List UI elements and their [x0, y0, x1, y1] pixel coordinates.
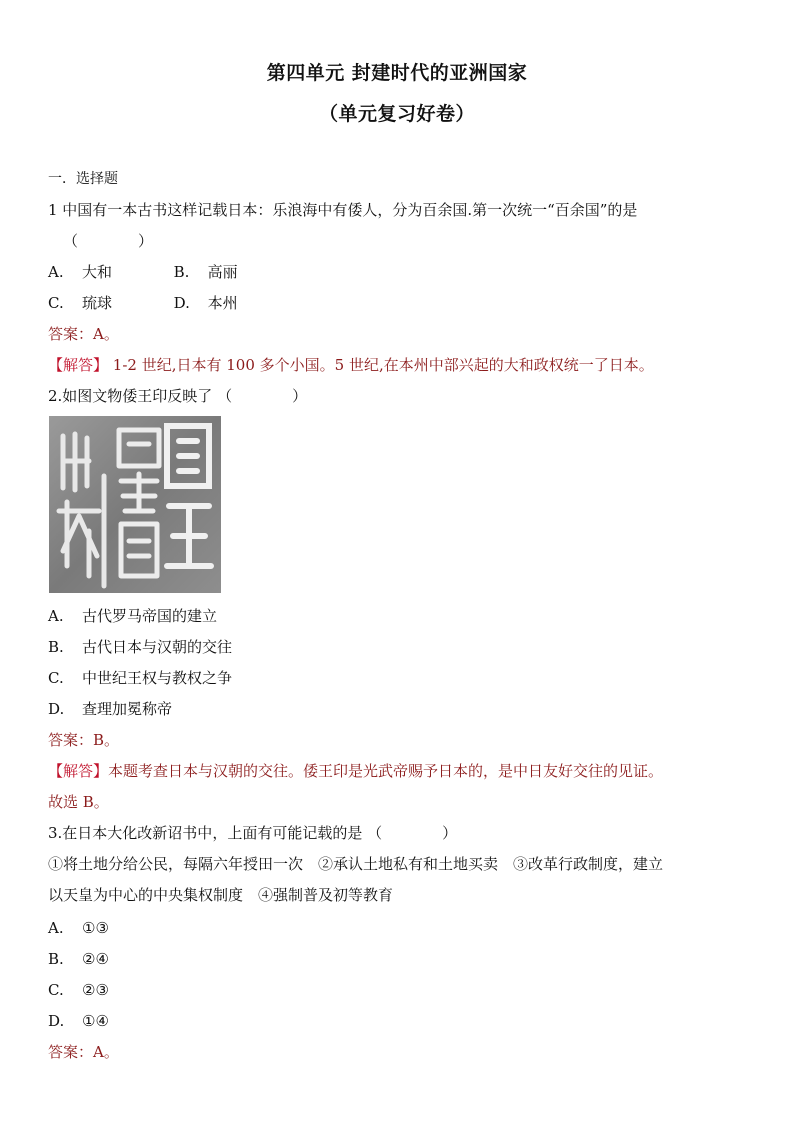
q3-option-c	[48, 979, 109, 1001]
q1-options-cd	[48, 292, 238, 314]
q2-option-c-letter: C.	[48, 669, 64, 687]
q3-items-line2: 以天皇为中心的中央集权制度 ④强制普及初等教育	[48, 886, 394, 904]
q2-option-d	[48, 698, 172, 720]
q1-paren: （ ）	[63, 232, 154, 250]
q2-option-b-text: 古代日本与汉朝的交往	[82, 638, 233, 656]
q3-option-d-letter: D.	[48, 1012, 65, 1030]
q1-option-b-letter: B.	[173, 263, 190, 281]
q1-analysis	[48, 354, 654, 376]
q1-analysis-text: 1-2 世纪,日本有 100 多个小国。5 世纪,在本州中部兴起的大和政权统一了日本。	[108, 356, 654, 374]
q2-option-d-letter: D.	[48, 700, 65, 718]
q2-option-c	[48, 667, 232, 689]
q2-analysis-tag: 【解答】	[48, 762, 109, 780]
q1-option-c-letter: C.	[48, 294, 64, 312]
q2-option-c-text: 中世纪王权与教权之争	[82, 669, 233, 687]
q3-option-d	[48, 1010, 109, 1032]
q1-options-ab	[48, 261, 238, 283]
q3-option-c-text: ②③	[82, 981, 109, 999]
q3-option-b	[48, 948, 109, 970]
q3-option-a-text: ①③	[82, 919, 109, 937]
page-title: 第四单元 封建时代的亚洲国家	[266, 62, 528, 84]
q3-items-line1: ①将土地分给公民，每隔六年授田一次 ②承认土地私有和土地买卖 ③改革行政制度，建立	[48, 855, 664, 873]
q2-option-a-text: 古代罗马帝国的建立	[82, 607, 218, 625]
q1-analysis-tag: 【解答】	[48, 356, 109, 374]
seal-image	[49, 416, 221, 593]
q2-option-d-text: 查理加冕称帝	[82, 700, 173, 718]
q2-stem: 2.如图文物倭王印反映了 （ ）	[48, 387, 308, 405]
q3-option-a-letter: A.	[48, 919, 64, 937]
q2-option-b	[48, 636, 232, 658]
q1-stem: 1 中国有一本古书这样记载日本：乐浪海中有倭人，分为百余国.第一次统一“百余国”的是	[48, 201, 638, 219]
q3-option-c-letter: C.	[48, 981, 64, 999]
q1-answer: 答案：A。	[48, 325, 119, 343]
q2-option-a-letter: A.	[48, 607, 64, 625]
q2-analysis	[48, 760, 663, 782]
q3-stem: 3.在日本大化改新诏书中，上面有可能记载的是 （ ）	[48, 824, 458, 842]
q1-option-a-text: 大和	[82, 263, 113, 281]
q1-option-c-text: 琉球	[82, 294, 113, 312]
q3-answer: 答案：A。	[48, 1043, 119, 1061]
q3-option-b-letter: B.	[48, 950, 64, 968]
q2-analysis-text: 本题考查日本与汉朝的交往。倭王印是光武帝赐予日本的，是中日友好交往的见证。	[108, 762, 664, 780]
q2-analysis-conclusion: 故选 B。	[48, 793, 109, 811]
section-heading: 一．选择题	[48, 171, 118, 187]
page-subtitle: （单元复习好卷）	[318, 103, 475, 125]
q2-option-a	[48, 605, 217, 627]
q3-option-b-text: ②④	[82, 950, 109, 968]
q2-option-b-letter: B.	[48, 638, 64, 656]
q3-option-a	[48, 917, 109, 939]
q1-option-d-letter: D.	[173, 294, 190, 312]
q2-answer: 答案：B。	[48, 731, 120, 749]
q1-option-b-text: 高丽	[207, 263, 238, 281]
q1-option-d-text: 本州	[207, 294, 238, 312]
q3-option-d-text: ①④	[82, 1012, 109, 1030]
q1-option-a-letter: A.	[48, 263, 64, 281]
